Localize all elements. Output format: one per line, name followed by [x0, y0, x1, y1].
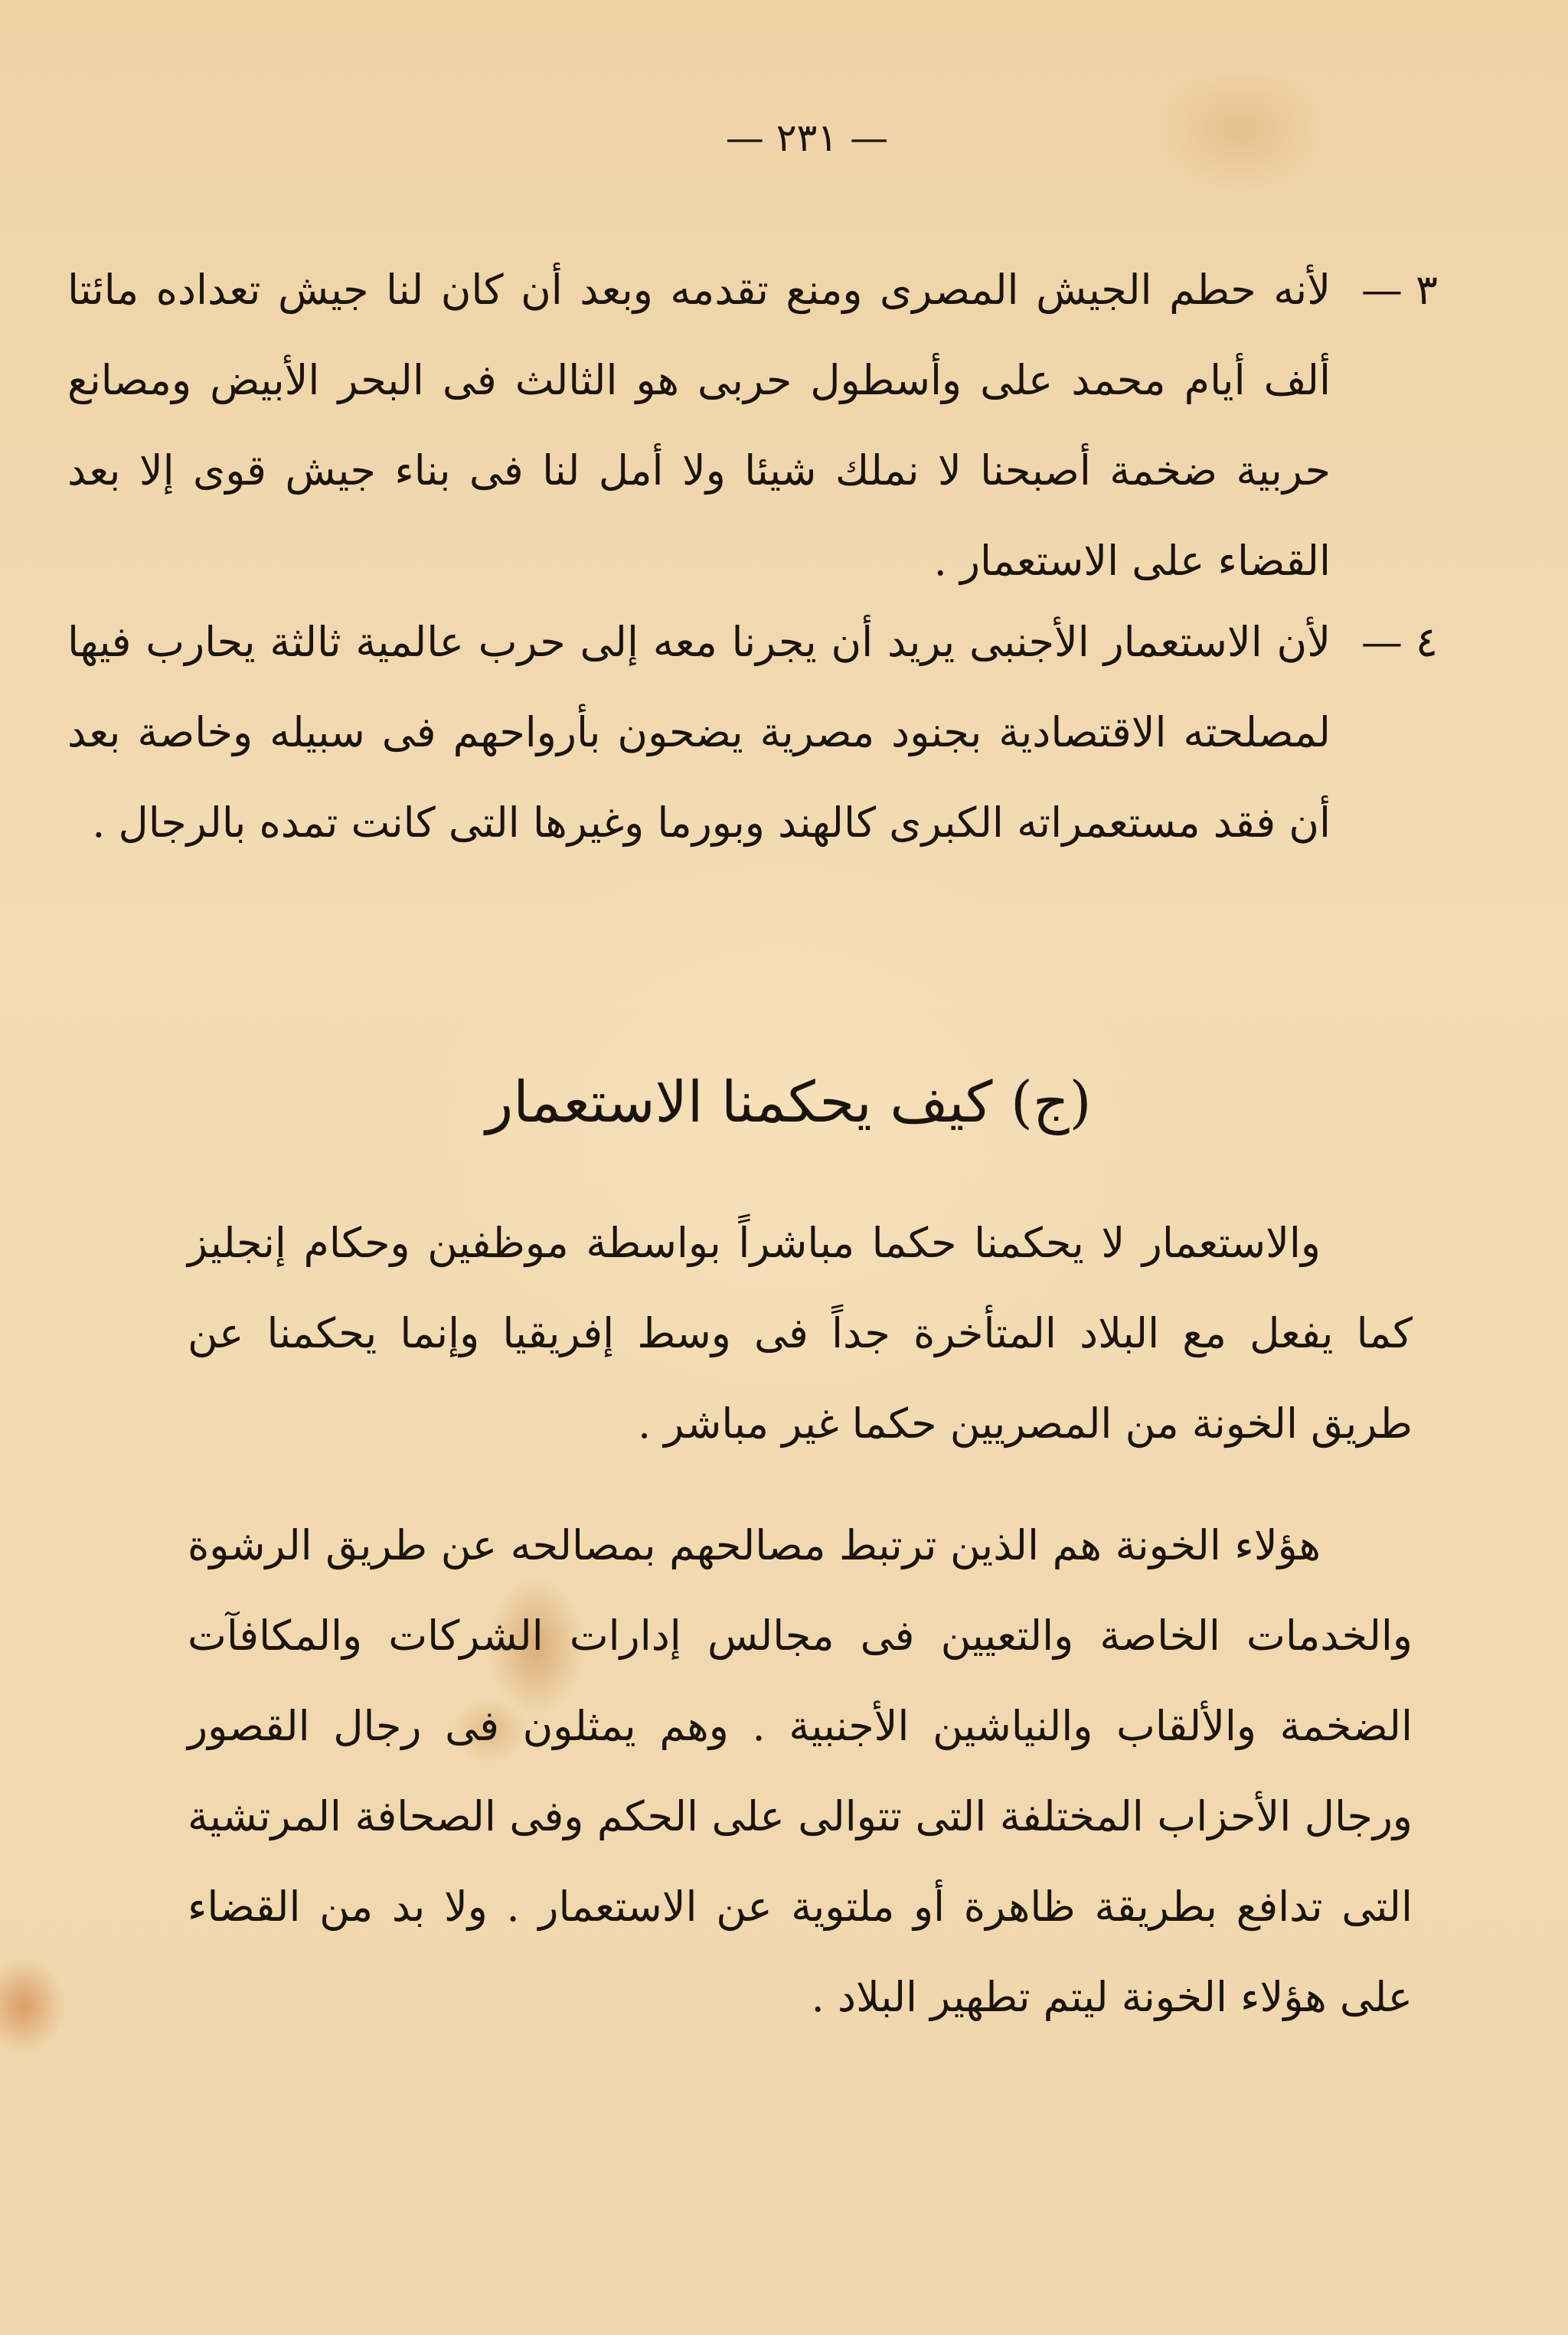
list-item [67, 597, 1438, 868]
item-number: ٤ — [1361, 618, 1438, 666]
page-number: — ٢٣١ — [725, 116, 889, 160]
body-paragraph: والاستعمار لا يحكمنا حكما مباشراً بواسطة موظفين وحكام إنجليز كما يفعل مع البلاد المتأخرة جداً فى وسط إفريقيا وإنما يحكمنا عن طريق الخونة من المصريين حكما غير مباشر . [188, 1219, 1413, 1448]
item-text: لأن الاستعمار الأجنبى يريد أن يجرنا معه إلى حرب عالمية ثالثة يحارب فيها لمصلحته الاقتصادية بجنود مصرية يضحون بأرواحهم فى سبيله وخاصة بعد أن فقد مستعمراته الكبرى كالهند وبورما وغيرها التى كانت تمده بالرجال . [67, 618, 1331, 847]
body-paragraph: هؤلاء الخونة هم الذين ترتبط مصالحهم بمصالحه عن طريق الرشوة والخدمات الخاصة والتعيين فى مجالس إدارات الشركات والمكافآت الضخمة والألقاب والنياشين الأجنبية . وهم يمثلون فى رجال القصور ورجال الأحزاب المختلفة التى تتوالى على الحكم وفى الصحافة المرتشية التى تدافع بطريقة ظاهرة أو ملتوية عن الاستعمار . ولا بد من القضاء على هؤلاء الخونة ليتم تطهير البلاد . [188, 1521, 1413, 2021]
item-number: ٣ — [1361, 266, 1438, 314]
list-item [67, 245, 1438, 606]
section-heading: (ج) كيف يحكمنا الاستعمار [485, 1070, 1092, 1135]
item-text: لأنه حطم الجيش المصرى ومنع تقدمه وبعد أن كان لنا جيش تعداده مائتا ألف أيام محمد على وأسطول حربى هو الثالث فى البحر الأبيض ومصانع حربية ضخمة أصبحنا لا نملك شيئا ولا أمل لنا فى بناء جيش قوى إلا بعد القضاء على الاستعمار . [67, 266, 1331, 585]
